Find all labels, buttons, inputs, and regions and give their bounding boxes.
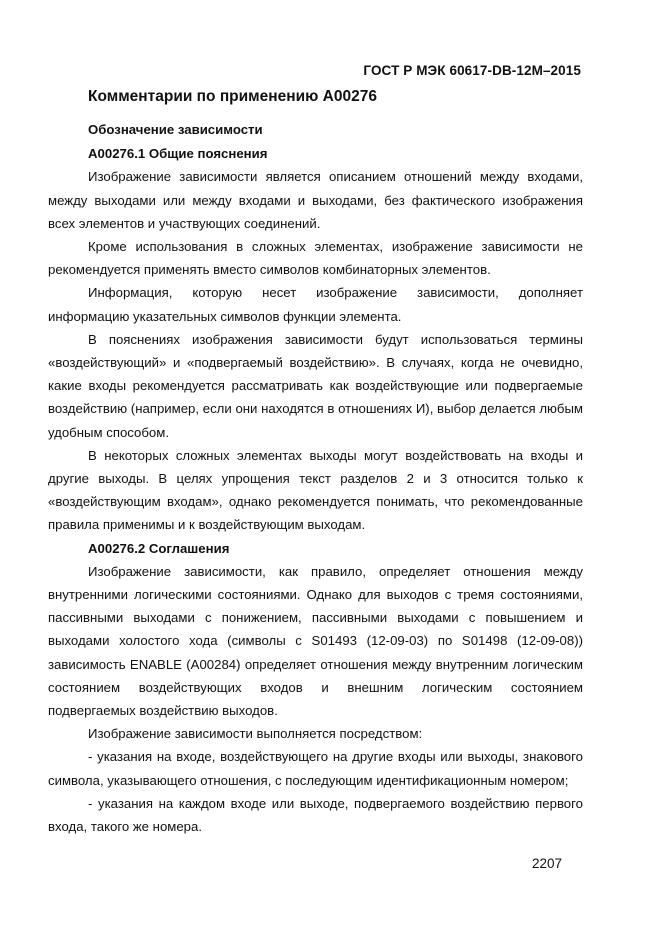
subsection-heading-2: А00276.2 Соглашения xyxy=(88,540,230,556)
paragraph: Изображение зависимости является описанием отношений между входами, между выходами или между входами и выходами, без фактического изображения всех элементов и участвующих соединений. xyxy=(48,169,583,231)
paragraph: В пояснениях изображения зависимости будут использоваться термины «воздействующий» и «подвергаемый воздействию». В случаях, когда не очевидно, какие входы рекомендуется рассматривать как воздействующие или подвергаемые воздействию (например, если они находятся в отношениях И), выбор делается любым удобным способом. xyxy=(48,331,583,440)
paragraph: Информация, которую несет изображение зависимости, дополняет информацию указательных символов функции элемента. xyxy=(48,285,583,324)
document-body xyxy=(48,118,583,838)
page-number: 2207 xyxy=(532,856,563,871)
page-title: Комментарии по применению А00276 xyxy=(88,88,377,105)
paragraph: Изображение зависимости выполняется посредством: xyxy=(88,726,423,742)
paragraph: Изображение зависимости, как правило, определяет отношения между внутренними логическими состояниями. Однако для выходов с тремя состояниями, пассивными выходами с понижением, пассивными выходами с повышением и выходами холостого хода (символы с S01493 (12-09-03) по S01498 (12-09-08)) зависимость ENABLE (А00284) определяет отношения между внутренним логическим состоянием воздействующих входов и внешним логическим состоянием подвергаемых воздействию выходов. xyxy=(48,563,583,719)
document-header-code: ГОСТ Р МЭК 60617-DB-12M–2015 xyxy=(363,63,581,78)
list-item: - указания на каждом входе или выходе, подвергаемого воздействию первого входа, такого же номера. xyxy=(48,795,583,835)
subsection-heading-1: А00276.1 Общие пояснения xyxy=(88,146,268,162)
paragraph: Кроме использования в сложных элементах, изображение зависимости не рекомендуется применять вместо символов комбинаторных элементов. xyxy=(48,239,583,278)
list-item: - указания на входе, воздействующего на другие входы или выходы, знакового символа, указывающего отношения, с последующим идентификационным номером; xyxy=(48,749,583,788)
section-heading: Обозначение зависимости xyxy=(88,122,263,137)
paragraph: В некоторых сложных элементах выходы могут воздействовать на входы и другие выходы. В целях упрощения текст разделов 2 и 3 относится только к «воздействующим входам», однако рекомендуется понимать, что рекомендованные правила применимы и к воздействующим выходам. xyxy=(48,447,583,533)
